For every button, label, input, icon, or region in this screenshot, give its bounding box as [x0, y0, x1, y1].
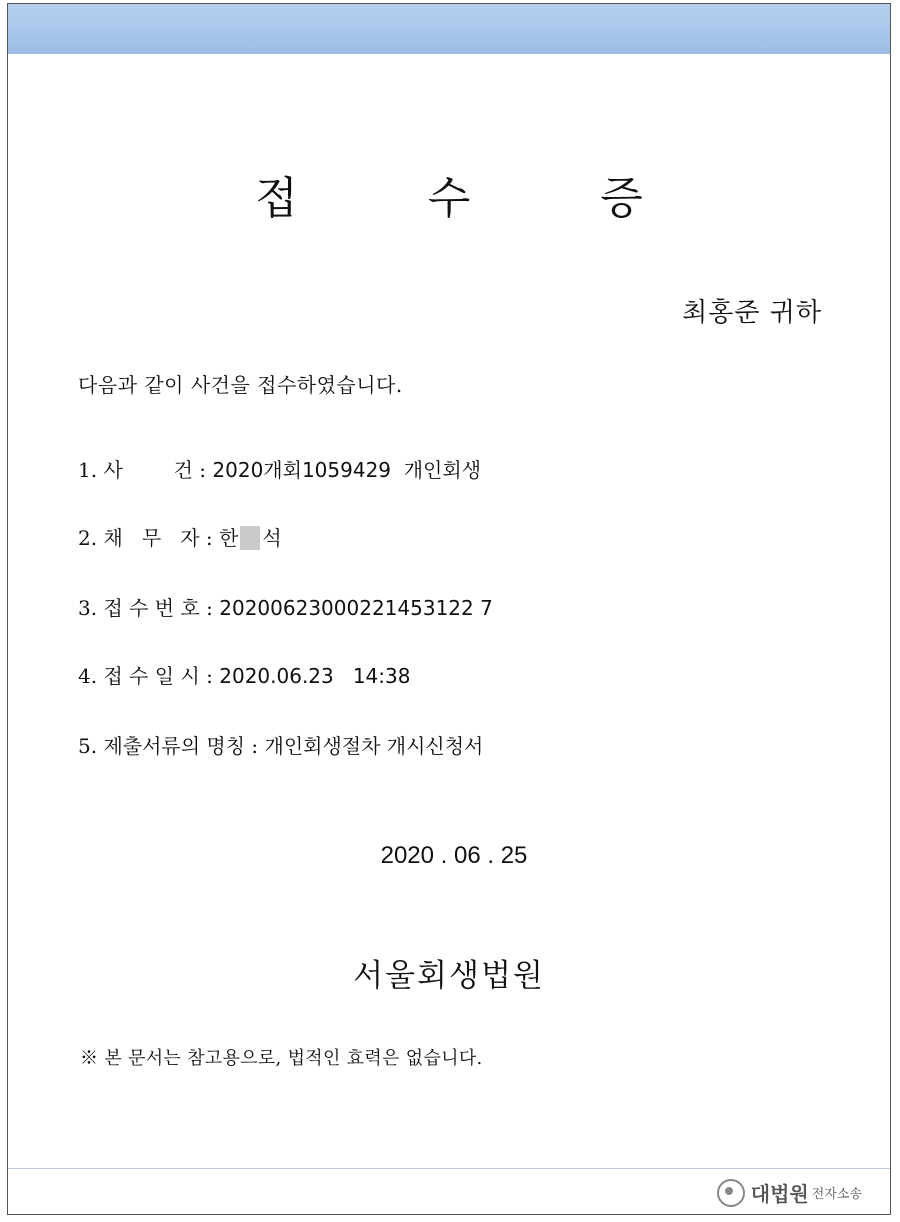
item-label: 2. 채 무 자 :	[78, 526, 213, 550]
debtor-name-start: 한	[212, 526, 239, 550]
issue-date: 2020 . 06 . 25	[380, 842, 528, 869]
item-label: 1. 사 건 :	[78, 458, 207, 482]
logo-sub-text: 전자소송	[811, 1187, 862, 1202]
header-bar	[8, 4, 890, 54]
item-label: 5. 제출서류의 명칭 :	[78, 734, 259, 758]
item-case	[78, 454, 481, 483]
notice-text: ※ 본 문서는 참고용으로, 법적인 효력은 없습니다.	[80, 1048, 483, 1069]
debtor-name-end: 석	[262, 526, 282, 550]
item-receipt-datetime	[78, 660, 410, 689]
redaction-block	[240, 526, 260, 550]
intro-text: 다음과 같이 사건을 접수하였습니다.	[78, 373, 403, 397]
item-value: 개인회생절차 개시신청서	[258, 734, 484, 758]
item-debtor	[78, 522, 282, 551]
item-value: 2020개회1059429 개인회생	[206, 458, 482, 482]
logo-main-text: 대법원	[750, 1182, 809, 1206]
item-label: 4. 접 수 일 시 :	[78, 664, 213, 688]
item-document-name	[78, 730, 483, 759]
document-page	[7, 3, 891, 1215]
court-name: 서울회생법원	[353, 958, 545, 994]
court-emblem-icon	[717, 1179, 745, 1207]
item-receipt-number	[78, 592, 493, 621]
footer-logo	[717, 1178, 862, 1207]
item-value: 2020.06.23 14:38	[212, 664, 411, 688]
document-title: 접 수 증	[255, 173, 701, 224]
item-label: 3. 접 수 번 호 :	[78, 596, 213, 620]
recipient: 최홍준 귀하	[682, 298, 822, 328]
footer-divider	[8, 1168, 890, 1169]
item-value: 20200623000221453122 7	[212, 596, 493, 620]
